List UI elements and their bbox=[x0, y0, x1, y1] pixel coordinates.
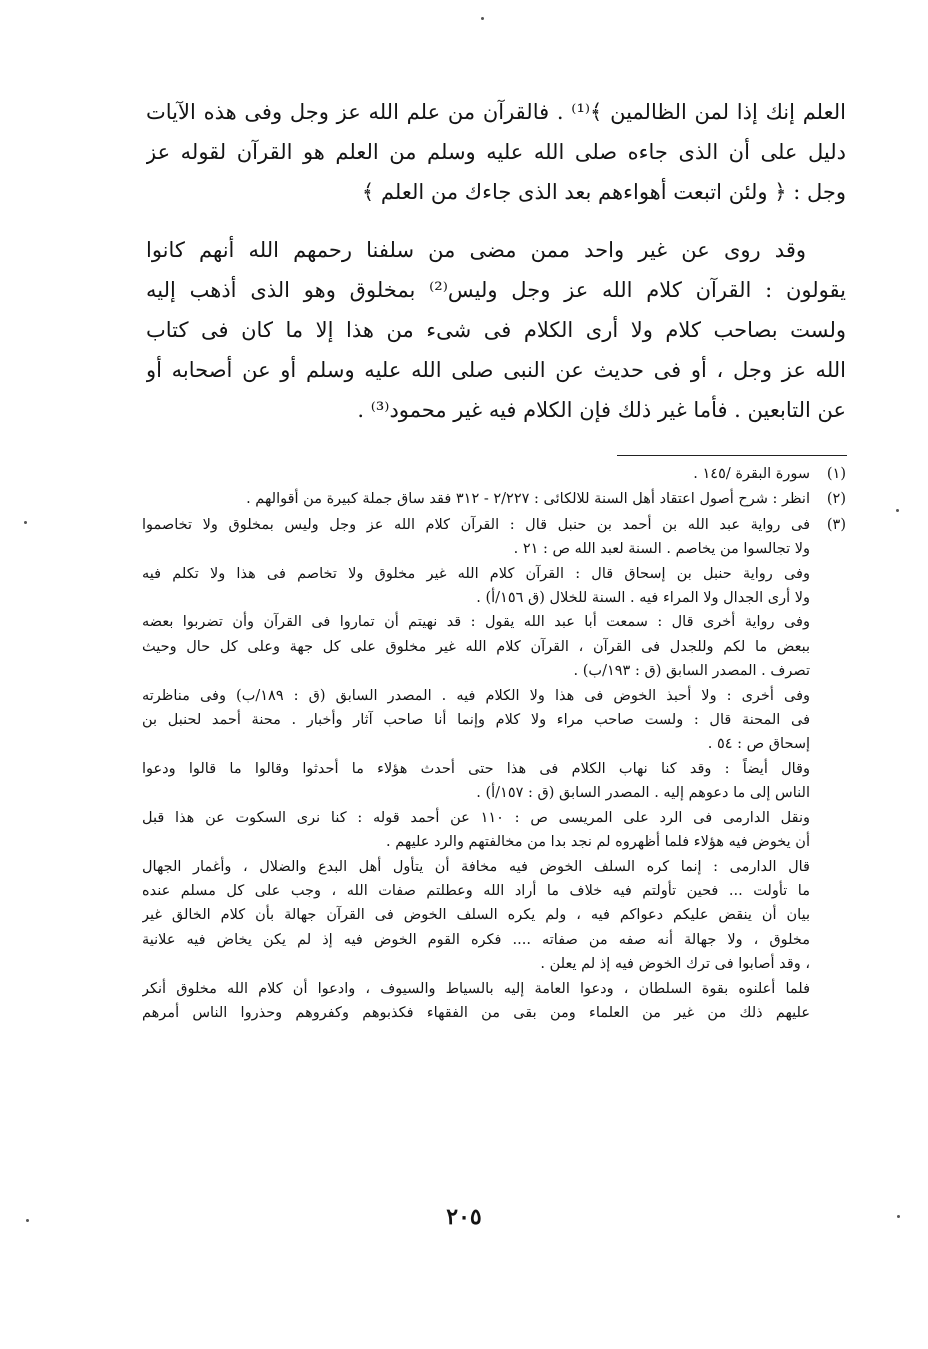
footnote-line: ولا أرى الجدال ولا المراء فيه . السنة للخلال (ق ١٥٦/أ) . bbox=[476, 590, 810, 607]
footnote-line: وفى أخرى : ولا أحبذ الخوض فى هذا ولا الكلام فيه . المصدر السابق (ق : ١٨٩/ب) وفى مناظرته bbox=[142, 687, 810, 704]
footnote-line: أن يخوض فيه هؤلاء فلما أظهروه لم نجد بدا من مخالفتهم والرد عليهم . bbox=[386, 834, 810, 851]
footnotes bbox=[142, 460, 846, 1025]
scan-speck bbox=[897, 1215, 900, 1218]
main-text-line: الله عز وجل ، أو فى حديث عن النبى صلى الله عليه وسلم أو عن أصحابه أو bbox=[146, 358, 846, 382]
footnote-separator bbox=[617, 455, 847, 456]
footnote-3 bbox=[142, 513, 846, 1026]
footnote-line: وقال أيضاً : وقد كنا نهاب الكلام فى هذا حتى أحدث هؤلاء ما أحدثوا وقالوا ما قالوا ودعوا bbox=[142, 760, 810, 777]
main-text-line: ولست بصاحب كلام ولا أرى الكلام فى شىء من هذا إلا ما كان فى كتاب bbox=[146, 318, 846, 342]
footnote-line: ، وقد أصابوا فى ترك الخوض فيه إذ لم يعلن . bbox=[540, 956, 810, 973]
main-text-line: عن التابعين . فأما غير ذلك فإن الكلام فيه غير محمود⁽³⁾ . bbox=[357, 398, 846, 422]
footnote-line: فى المحنة قال : ولست صاحب مراء ولا كلام وإنما أنا صاحب آثار وأخبار . محنة أحمد لحنبل بن bbox=[142, 712, 810, 729]
main-text-line: دليل على أن الذى جاءه صلى الله عليه وسلم من العلم هو القرآن لقوله عز bbox=[146, 140, 846, 164]
footnote-number: (١) bbox=[826, 466, 846, 482]
footnote-line: فى رواية عبد الله بن أحمد بن حنبل قال : القرآن كلام الله عز وجل وليس بمخلوق ولا تخاصموا bbox=[142, 516, 810, 533]
footnote-line: فلما أعلنوه بقوة السلطان ، ودعوا العامة إليه بالسياط والسيوف ، وادعوا أن كلام الله مخلوق أنكر bbox=[142, 980, 810, 997]
page-number: ٢٠٥ bbox=[446, 1204, 482, 1230]
footnote-line: ما تأولت ... فحين تأولتم فيه خلاف ما أراد الله وعطلتم صفات الله ، وجب على كل مسلم عنده bbox=[142, 882, 810, 899]
footnote-line: إسحاق ص : ٥٤ . bbox=[707, 736, 810, 753]
footnote-line: انظر : شرح أصول اعتقاد أهل السنة للالكائى : ٢/٢٢٧ - ٣١٢ فقد ساق جملة كبيرة من أقوالهم . bbox=[246, 491, 810, 508]
scan-speck bbox=[896, 509, 899, 512]
footnote-line: قال الدارمى : إنما كره السلف الخوض فيه مخافة أن يتأول أهل البدع والضلال ، وأغمار الجهال bbox=[142, 858, 810, 875]
footnote-line: تصرف . المصدر السابق (ق : ١٩٣/ب) . bbox=[573, 663, 810, 680]
footnote-line: ولا تجالسوا من يخاصم . السنة لعبد الله ص : ٢١ . bbox=[513, 541, 810, 558]
footnote-number: (٣) bbox=[826, 516, 846, 533]
footnote-line: ونقل الدارمى فى الرد على المريسى ص : ١١٠ عن أحمد قوله : كنا نرى السكوت عن هذا قبل bbox=[142, 809, 810, 826]
footnote-line: مخلوق ، ولا جهالة أنه صفه من صفاته .... فكره القوم الخوض فيه إذ لم يكن يخاض فيه علانية bbox=[142, 931, 810, 948]
footnote-line: عليهم ذلك من غير من العلماء ومن بقى من الفقهاء فكذبوهم وكفروهم وحذروا الناس أمرهم bbox=[142, 1004, 810, 1021]
main-text-block bbox=[146, 92, 846, 430]
footnote-2 bbox=[142, 487, 846, 511]
main-text-line: وقد روى عن غير واحد ممن مضى من سلفنا رحمهم الله أنهم كانوا bbox=[146, 238, 806, 262]
footnote-line: بيان أن ينقض عليكم دعواكم فيه ، ولم يكره السلف الخوض فى القرآن جهالة بأن كلام الخالق غير bbox=[142, 907, 810, 924]
footnote-line: وفى رواية أخرى قال : سمعت أبا عبد الله يقول : قد نهيتم أن تماروا فى القرآن وأن تضربوا بعضه bbox=[142, 614, 810, 631]
scan-speck bbox=[26, 1219, 29, 1222]
footnote-number: (٢) bbox=[826, 491, 846, 508]
main-text-line: وجل : ﴿ ولئن اتبعت أهواءهم بعد الذى جاءك من العلم ﴾ bbox=[361, 180, 846, 204]
footnote-1 bbox=[142, 462, 846, 486]
footnote-line: ببعض ما لكم وللجدل فى القرآن ، القرآن كلام الله غير مخلوق على كل جهة وعلى كل حال وحيث bbox=[142, 638, 810, 655]
scan-speck bbox=[24, 521, 27, 524]
main-text-line: يقولون : القرآن كلام الله عز وجل وليس⁽²⁾ بمخلوق وهو الذى أذهب إليه bbox=[146, 278, 846, 302]
main-text-line: العلم إنك إذا لمن الظالمين ﴾⁽¹⁾ . فالقرآن من علم الله عز وجل وفى هذه الآيات bbox=[146, 100, 846, 124]
footnote-line: الناس إلى ما دعوهم إليه . المصدر السابق (ق : ١٥٧/أ) . bbox=[476, 785, 810, 802]
footnote-line: وفى رواية حنبل بن إسحاق قال : القرآن كلام الله غير مخلوق ولا تخاصم فى هذا ولا تكلم فيه bbox=[142, 565, 810, 582]
scan-speck bbox=[481, 17, 484, 20]
footnote-line: سورة البقرة /١٤٥ . bbox=[693, 466, 810, 482]
